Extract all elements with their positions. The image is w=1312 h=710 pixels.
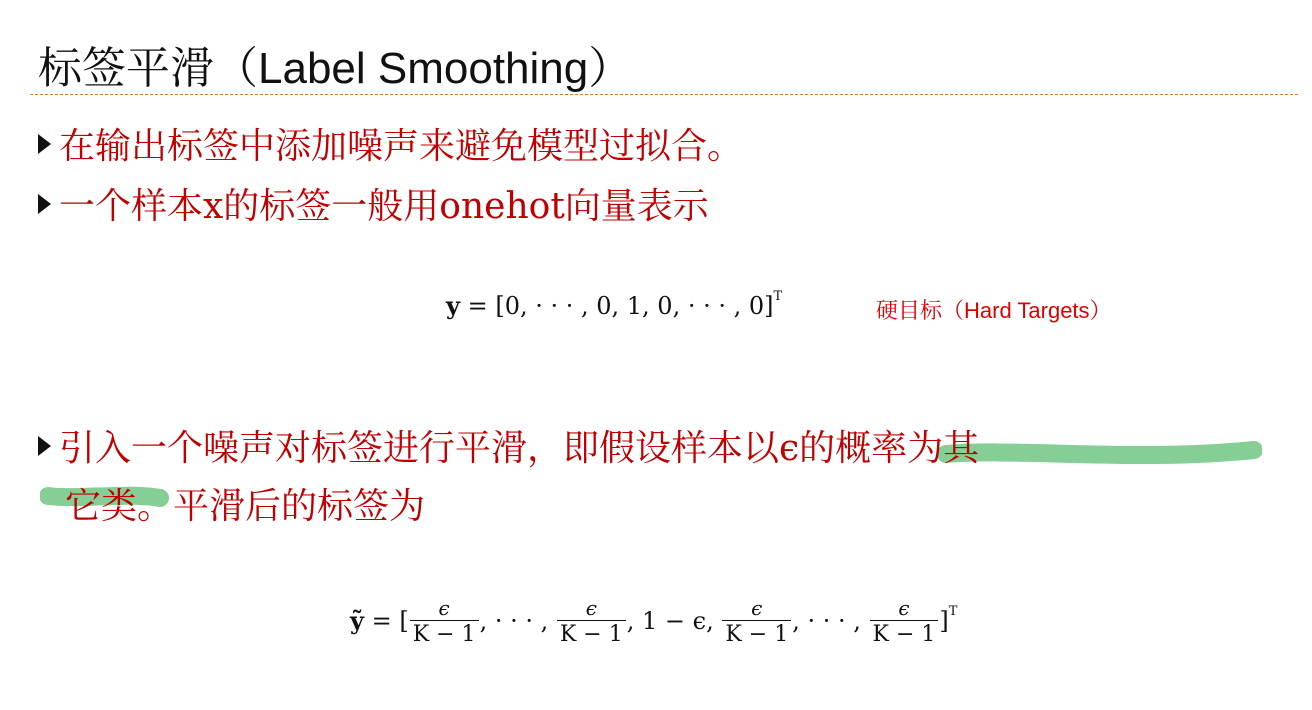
fraction [722, 596, 791, 649]
bullet-item [38, 420, 979, 471]
hard-target-label: 硬目标（Hard Targets） [876, 298, 1112, 323]
bullet-text: 引入一个噪声对标签进行平滑，即假设样本以ϵ的概率为其 [59, 428, 980, 469]
title-divider [30, 94, 1298, 95]
bullet-triangle-icon [38, 194, 51, 214]
fraction-numerator: ϵ [585, 596, 597, 620]
formula-superscript: T [773, 289, 783, 304]
formula-close: ] [939, 607, 949, 635]
bullet-text: 在输出标签中添加噪声来避免模型过拟合。 [59, 126, 744, 167]
fraction [870, 596, 939, 649]
bullet-item [38, 118, 743, 169]
hard-target-formula [446, 289, 782, 320]
fraction [557, 596, 626, 649]
formula-rhs: = [0, · · · , 0, 1, 0, · · · , 0] [467, 292, 774, 320]
formula-middle: , 1 − ϵ, [626, 607, 714, 635]
formula-separator: , · · · , [792, 607, 861, 635]
highlight-stroke [938, 438, 1262, 468]
formula-separator: , · · · , [479, 607, 549, 635]
page-title: 标签平滑（Label Smoothing） [38, 44, 633, 93]
formula-lhs: y [446, 291, 460, 320]
formula-lhs: ỹ [350, 606, 364, 635]
fraction-numerator: ϵ [751, 596, 763, 620]
soft-target-formula [350, 596, 957, 649]
fraction [410, 596, 479, 649]
fraction-numerator: ϵ [438, 596, 450, 620]
bullet-triangle-icon [38, 436, 51, 456]
formula-open: = [ [371, 607, 409, 635]
fraction-denominator: K − 1 [410, 620, 479, 649]
fraction-denominator: K − 1 [722, 620, 791, 649]
fraction-denominator: K − 1 [557, 620, 626, 649]
bullet-triangle-icon [38, 134, 51, 154]
fraction-numerator: ϵ [898, 596, 910, 620]
fraction-denominator: K − 1 [870, 620, 939, 649]
formula-superscript: T [948, 604, 958, 619]
bullet-continuation: 它类。平滑后的标签为 [65, 486, 426, 527]
bullet-text: 一个样本x的标签一般用onehot向量表示 [59, 186, 709, 227]
bullet-item [38, 178, 709, 229]
